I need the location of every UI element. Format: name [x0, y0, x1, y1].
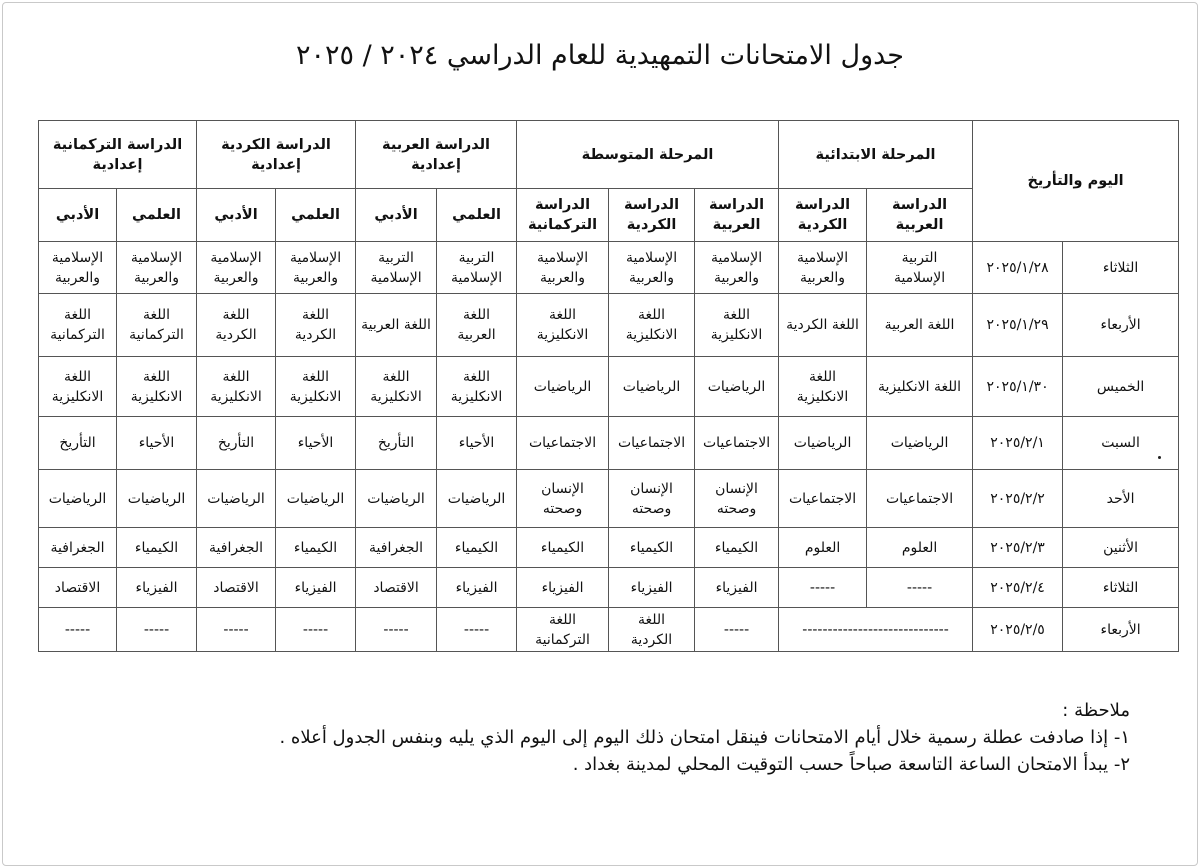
- date-cell: ٢٠٢٥/٢/٢: [973, 470, 1063, 528]
- subject-cell: -----: [356, 608, 437, 652]
- subject-cell: اللغة الانكليزية: [609, 294, 695, 357]
- subject-cell: العلوم: [867, 528, 973, 568]
- date-cell: ٢٠٢٥/١/٣٠: [973, 357, 1063, 417]
- subject-cell: الإسلامية والعربية: [117, 242, 197, 294]
- subheader-intermediate-arabic: الدراسة العربية: [695, 189, 779, 242]
- subject-cell: اللغة الانكليزية: [517, 294, 609, 357]
- subject-cell: -----: [867, 568, 973, 608]
- subject-cell: الجغرافية: [39, 528, 117, 568]
- subject-cell: -----: [39, 608, 117, 652]
- subject-cell: التربية الإسلامية: [867, 242, 973, 294]
- subject-cell: اللغة الكردية: [197, 294, 276, 357]
- page-title: جدول الامتحانات التمهيدية للعام الدراسي ٢٠٢٤ / ٢٠٢٥: [296, 40, 904, 71]
- subject-cell: التأريخ: [197, 417, 276, 470]
- table-row: [39, 417, 1179, 470]
- subject-cell: الرياضيات: [117, 470, 197, 528]
- subject-cell: الرياضيات: [197, 470, 276, 528]
- subject-cell: اللغة الكردية: [276, 294, 356, 357]
- subheader-primary-arabic: الدراسة العربية: [867, 189, 973, 242]
- subject-cell: اللغة العربية: [356, 294, 437, 357]
- subject-cell: -----: [695, 608, 779, 652]
- subject-cell: الفيزياء: [276, 568, 356, 608]
- subheader-arabic-scientific: العلمي: [437, 189, 517, 242]
- subject-cell: الأحياء: [276, 417, 356, 470]
- stray-dot-mark: [1158, 456, 1161, 459]
- subject-cell: الجغرافية: [356, 528, 437, 568]
- subject-cell: الاقتصاد: [39, 568, 117, 608]
- subject-cell: الرياضيات: [517, 357, 609, 417]
- subject-cell: الاقتصاد: [356, 568, 437, 608]
- subheader-arabic-literary: الأدبي: [356, 189, 437, 242]
- subject-cell: اللغة العربية: [437, 294, 517, 357]
- day-cell: الأثنين: [1063, 528, 1179, 568]
- subheader-intermediate-kurdish: الدراسة الكردية: [609, 189, 695, 242]
- table-row: [39, 568, 1179, 608]
- subject-cell: الاجتماعيات: [609, 417, 695, 470]
- subject-cell: اللغة الانكليزية: [779, 357, 867, 417]
- subheader-kurdish-scientific: العلمي: [276, 189, 356, 242]
- subheader-intermediate-turkmen: الدراسة التركمانية: [517, 189, 609, 242]
- subject-cell: الإسلامية والعربية: [517, 242, 609, 294]
- table-row: [39, 608, 1179, 652]
- subject-cell: -----: [197, 608, 276, 652]
- subject-cell: الفيزياء: [609, 568, 695, 608]
- subject-cell: الإسلامية والعربية: [197, 242, 276, 294]
- subject-cell: اللغة الانكليزية: [197, 357, 276, 417]
- subject-cell: -----: [437, 608, 517, 652]
- subject-cell: الرياضيات: [867, 417, 973, 470]
- subheader-turkmen-literary: الأدبي: [39, 189, 117, 242]
- subject-cell: الإسلامية والعربية: [609, 242, 695, 294]
- subject-cell: الإنسان وصحته: [517, 470, 609, 528]
- day-cell: الأربعاء: [1063, 608, 1179, 652]
- subject-cell: اللغة الانكليزية: [437, 357, 517, 417]
- subject-cell: التأريخ: [39, 417, 117, 470]
- header-primary-stage: المرحلة الابتدائية: [779, 121, 973, 189]
- table-row: [39, 294, 1179, 357]
- subject-cell: الكيمياء: [517, 528, 609, 568]
- table-row: [39, 528, 1179, 568]
- subject-cell: الرياضيات: [609, 357, 695, 417]
- subject-cell: الاجتماعيات: [867, 470, 973, 528]
- subject-cell: الرياضيات: [39, 470, 117, 528]
- subject-cell: الإسلامية والعربية: [779, 242, 867, 294]
- subject-cell: الفيزياء: [517, 568, 609, 608]
- subject-cell: الرياضيات: [356, 470, 437, 528]
- subject-cell: اللغة الانكليزية: [356, 357, 437, 417]
- subject-cell: الاجتماعيات: [779, 470, 867, 528]
- subject-cell: -----: [779, 568, 867, 608]
- subject-cell: الجغرافية: [197, 528, 276, 568]
- day-cell: الثلاثاء: [1063, 568, 1179, 608]
- subject-cell: اللغة التركمانية: [517, 608, 609, 652]
- subject-cell: الكيمياء: [695, 528, 779, 568]
- header-turkmen-prep: الدراسة التركمانية إعدادية: [39, 121, 197, 189]
- subject-cell: الإسلامية والعربية: [695, 242, 779, 294]
- subject-cell: اللغة التركمانية: [117, 294, 197, 357]
- subject-cell: اللغة العربية: [867, 294, 973, 357]
- subject-cell: الكيمياء: [609, 528, 695, 568]
- note-item: ١- إذا صادفت عطلة رسمية خلال أيام الامتحانات فينقل امتحان ذلك اليوم إلى اليوم الذي يليه وبنفس الجدول أعلاه .: [279, 727, 1130, 748]
- subject-cell: الأحياء: [117, 417, 197, 470]
- subject-cell: الرياضيات: [695, 357, 779, 417]
- date-cell: ٢٠٢٥/٢/٤: [973, 568, 1063, 608]
- subject-cell: اللغة الانكليزية: [39, 357, 117, 417]
- subject-cell: الكيمياء: [437, 528, 517, 568]
- subject-cell: التربية الإسلامية: [437, 242, 517, 294]
- day-cell: السبت: [1063, 417, 1179, 470]
- subject-cell: اللغة الانكليزية: [276, 357, 356, 417]
- subheader-primary-kurdish: الدراسة الكردية: [779, 189, 867, 242]
- subject-cell: اللغة الانكليزية: [867, 357, 973, 417]
- subject-cell: الفيزياء: [695, 568, 779, 608]
- subheader-turkmen-scientific: العلمي: [117, 189, 197, 242]
- subject-cell: الفيزياء: [117, 568, 197, 608]
- day-cell: الأربعاء: [1063, 294, 1179, 357]
- date-cell: ٢٠٢٥/١/٢٨: [973, 242, 1063, 294]
- table-row: [39, 242, 1179, 294]
- subject-cell: التأريخ: [356, 417, 437, 470]
- header-day-date: اليوم والتأريخ: [973, 121, 1179, 242]
- subject-cell: الأحياء: [437, 417, 517, 470]
- subject-cell: اللغة الانكليزية: [695, 294, 779, 357]
- subject-cell: العلوم: [779, 528, 867, 568]
- note-item: ٢- يبدأ الامتحان الساعة التاسعة صباحاً حسب التوقيت المحلي لمدينة بغداد .: [572, 754, 1130, 775]
- subject-cell: الاقتصاد: [197, 568, 276, 608]
- subject-cell: الاجتماعيات: [517, 417, 609, 470]
- subject-cell: اللغة الكردية: [609, 608, 695, 652]
- exam-schedule-table: [38, 120, 1179, 652]
- subject-cell-merged: -----------------------------: [779, 608, 973, 652]
- subject-cell: الرياضيات: [437, 470, 517, 528]
- subject-cell: الكيمياء: [276, 528, 356, 568]
- day-cell: الخميس: [1063, 357, 1179, 417]
- subject-cell: -----: [276, 608, 356, 652]
- date-cell: ٢٠٢٥/٢/٣: [973, 528, 1063, 568]
- table-row: [39, 357, 1179, 417]
- subheader-kurdish-literary: الأدبي: [197, 189, 276, 242]
- header-intermediate-stage: المرحلة المتوسطة: [517, 121, 779, 189]
- header-arabic-prep: الدراسة العربية إعدادية: [356, 121, 517, 189]
- subject-cell: الاجتماعيات: [695, 417, 779, 470]
- subject-cell: اللغة الانكليزية: [117, 357, 197, 417]
- subject-cell: التربية الإسلامية: [356, 242, 437, 294]
- day-cell: الأحد: [1063, 470, 1179, 528]
- subject-cell: الإسلامية والعربية: [276, 242, 356, 294]
- table-row: [39, 470, 1179, 528]
- subject-cell: الإسلامية والعربية: [39, 242, 117, 294]
- subject-cell: الرياضيات: [276, 470, 356, 528]
- subject-cell: الإنسان وصحته: [609, 470, 695, 528]
- notes-heading: ملاحظة :: [1062, 700, 1130, 721]
- subject-cell: اللغة الكردية: [779, 294, 867, 357]
- date-cell: ٢٠٢٥/٢/٥: [973, 608, 1063, 652]
- notes-section: [279, 697, 1130, 778]
- subject-cell: اللغة التركمانية: [39, 294, 117, 357]
- subject-cell: -----: [117, 608, 197, 652]
- subject-cell: الرياضيات: [779, 417, 867, 470]
- date-cell: ٢٠٢٥/٢/١: [973, 417, 1063, 470]
- date-cell: ٢٠٢٥/١/٢٩: [973, 294, 1063, 357]
- day-cell: الثلاثاء: [1063, 242, 1179, 294]
- subject-cell: الكيمياء: [117, 528, 197, 568]
- header-kurdish-prep: الدراسة الكردية إعدادية: [197, 121, 356, 189]
- subject-cell: الفيزياء: [437, 568, 517, 608]
- subject-cell: الإنسان وصحته: [695, 470, 779, 528]
